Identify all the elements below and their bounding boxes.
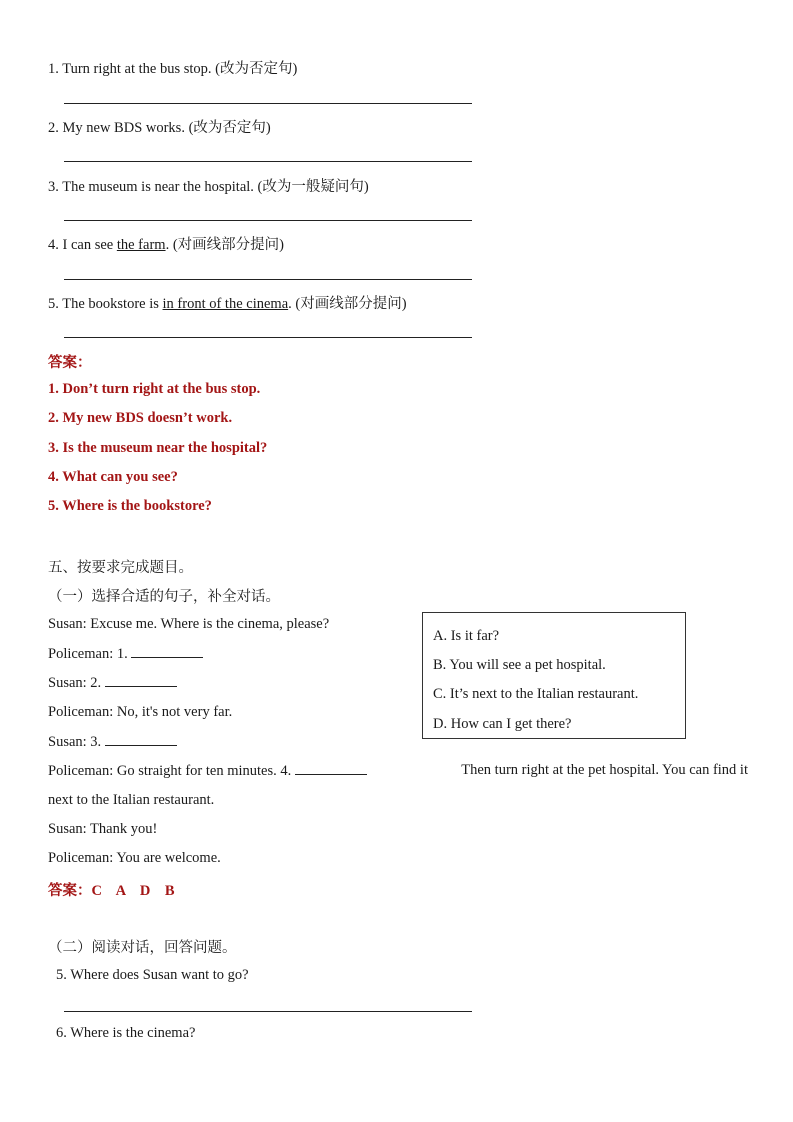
question-4-text: 4. I can see (48, 237, 117, 253)
dialog-line-7: next to the Italian restaurant. (48, 792, 215, 808)
reading-question-5: 5. Where does Susan want to go? (56, 967, 249, 983)
question-4-instruction: . (对画线部分提问) (165, 237, 284, 253)
answer-line-3 (64, 220, 472, 221)
question-5-text: 5. The bookstore is (48, 296, 163, 312)
dialog-line-9: Policeman: You are welcome. (48, 850, 221, 866)
dialog-line-6-start (48, 762, 367, 780)
subsection-1-heading: （一）选择合适的句子，补全对话。 (48, 589, 280, 605)
answer-4: 4. What can you see? (48, 469, 178, 485)
reading-question-6: 6. Where is the cinema? (56, 1025, 196, 1041)
answer-3: 3. Is the museum near the hospital? (48, 440, 268, 456)
blank-3 (105, 733, 177, 746)
answer-5: 5. Where is the bookstore? (48, 498, 212, 514)
option-a: A. Is it far? (433, 628, 500, 644)
answer-line-5 (64, 337, 472, 338)
answer-label: 答案： (48, 355, 92, 371)
dialog-line-8: Susan: Thank you! (48, 821, 158, 837)
question-3: 3. The museum is near the hospital. (改为一般疑问句) (48, 179, 369, 195)
question-1: 1. Turn right at the bus stop. (改为否定句) (48, 61, 298, 77)
dialog-line-3-text: Susan: 2. (48, 675, 102, 691)
section-heading: 五、按要求完成题目。 (48, 560, 193, 576)
question-4-underlined: the farm (116, 237, 166, 253)
answer-line-6 (64, 1011, 472, 1012)
dialog-answer-value: C A D B (91, 883, 175, 899)
dialog-line-6 (48, 762, 748, 780)
answer-line-1 (64, 103, 472, 104)
answer-2: 2. My new BDS doesn’t work. (48, 410, 233, 426)
options-box (422, 612, 686, 739)
dialog-line-6-end: Then turn right at the pet hospital. You can find it (461, 762, 748, 778)
dialog-answer (48, 879, 175, 900)
question-5-instruction: . (对画线部分提问) (288, 296, 407, 312)
dialog-line-4: Policeman: No, it's not very far. (48, 704, 233, 720)
dialog-line-2 (48, 645, 203, 663)
dialog-line-5-text: Susan: 3. (48, 734, 102, 750)
answer-1: 1. Don’t turn right at the bus stop. (48, 381, 261, 397)
option-d: D. How can I get there? (433, 716, 572, 732)
dialog-line-6-text: Policeman: Go straight for ten minutes. 4. (48, 763, 292, 779)
subsection-2-heading: （二）阅读对话，回答问题。 (48, 940, 237, 956)
dialog-line-5 (48, 733, 177, 751)
question-4 (48, 233, 284, 254)
blank-2 (105, 674, 177, 687)
dialog-line-1: Susan: Excuse me. Where is the cinema, please? (48, 616, 330, 632)
answer-line-2 (64, 161, 472, 162)
dialog-line-3 (48, 674, 177, 692)
question-5-underlined: in front of the cinema (162, 296, 289, 312)
blank-4 (295, 762, 367, 775)
answer-line-4 (64, 279, 472, 280)
option-c: C. It’s next to the Italian restaurant. (433, 686, 639, 702)
question-2: 2. My new BDS works. (改为否定句) (48, 120, 271, 136)
dialog-line-2-text: Policeman: 1. (48, 646, 128, 662)
option-b: B. You will see a pet hospital. (433, 657, 606, 673)
blank-1 (131, 645, 203, 658)
dialog-answer-label: 答案： (48, 883, 92, 899)
question-5 (48, 292, 407, 313)
